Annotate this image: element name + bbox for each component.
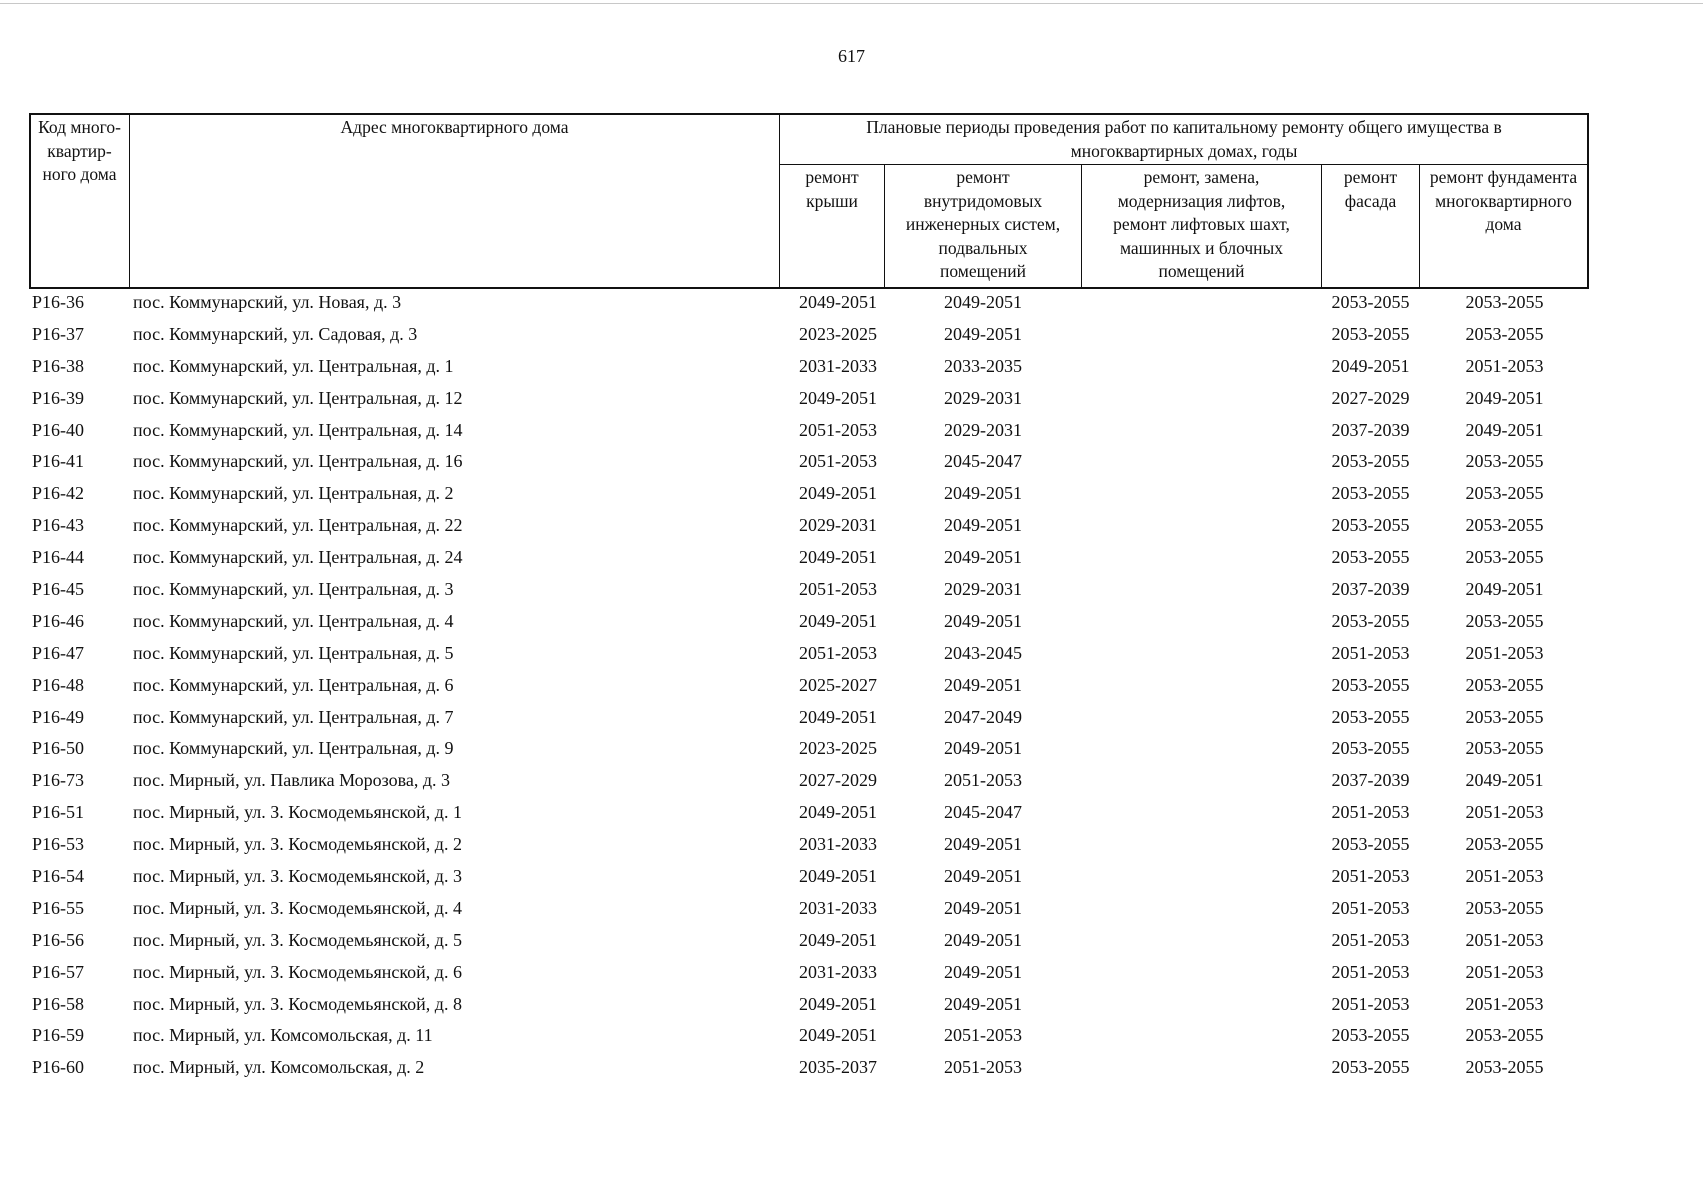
header-border-right	[1587, 113, 1589, 289]
row-systems-period: 2049-2051	[944, 515, 1022, 536]
row-systems-period: 2049-2051	[944, 897, 1022, 918]
row-roof-period: 2031-2033	[799, 355, 877, 376]
row-code: P16-73	[32, 770, 85, 791]
row-code: P16-53	[32, 834, 85, 855]
row-systems-period: 2051-2053	[944, 1057, 1022, 1078]
row-address: пос. Коммунарский, ул. Центральная, д. 4	[133, 610, 454, 631]
table-row	[29, 480, 1589, 512]
row-code: P16-55	[32, 897, 85, 918]
row-facade-period: 2051-2053	[1331, 929, 1410, 950]
row-roof-period: 2049-2051	[799, 929, 877, 950]
row-foundation-period: 2049-2051	[1465, 579, 1544, 600]
row-systems-period: 2045-2047	[944, 451, 1022, 472]
row-facade-period: 2051-2053	[1331, 993, 1410, 1014]
row-roof-period: 2051-2053	[799, 642, 877, 663]
table-row	[29, 799, 1589, 831]
row-roof-period: 2031-2033	[799, 897, 877, 918]
row-code: P16-54	[32, 866, 85, 887]
row-code: P16-37	[32, 323, 85, 344]
row-address: пос. Коммунарский, ул. Центральная, д. 2	[133, 483, 454, 504]
row-code: P16-43	[32, 515, 85, 536]
row-roof-period: 2049-2051	[799, 706, 877, 727]
row-address: пос. Коммунарский, ул. Центральная, д. 1	[133, 355, 454, 376]
header-roof: ремонт крыши	[805, 167, 859, 211]
table-row	[29, 544, 1589, 576]
row-code: P16-51	[32, 802, 85, 823]
row-address: пос. Коммунарский, ул. Центральная, д. 3	[133, 579, 454, 600]
row-facade-period: 2053-2055	[1331, 451, 1410, 472]
row-address: пос. Коммунарский, ул. Центральная, д. 16	[133, 451, 463, 472]
row-systems-period: 2049-2051	[944, 834, 1022, 855]
row-systems-period: 2049-2051	[944, 547, 1022, 568]
row-roof-period: 2029-2031	[799, 515, 877, 536]
row-address: пос. Коммунарский, ул. Центральная, д. 9	[133, 738, 454, 759]
row-systems-period: 2049-2051	[944, 674, 1022, 695]
table-row	[29, 863, 1589, 895]
header-address: Адрес многоквартирного дома	[340, 117, 569, 137]
row-address: пос. Мирный, ул. З. Космодемьянской, д. 6	[133, 961, 462, 982]
row-systems-period: 2049-2051	[944, 483, 1022, 504]
header-facade: ремонт фасада	[1343, 167, 1398, 211]
row-roof-period: 2031-2033	[799, 834, 877, 855]
row-facade-period: 2053-2055	[1331, 1025, 1410, 1046]
row-roof-period: 2051-2053	[799, 579, 877, 600]
row-systems-period: 2049-2051	[944, 292, 1022, 312]
row-roof-period: 2049-2051	[799, 802, 877, 823]
row-foundation-period: 2053-2055	[1465, 451, 1544, 472]
row-foundation-period: 2051-2053	[1465, 866, 1544, 887]
row-foundation-period: 2053-2055	[1465, 674, 1544, 695]
row-address: пос. Коммунарский, ул. Центральная, д. 5	[133, 642, 454, 663]
row-systems-period: 2049-2051	[944, 993, 1022, 1014]
row-code: P16-50	[32, 738, 85, 759]
row-systems-period: 2029-2031	[944, 387, 1022, 408]
row-roof-period: 2023-2025	[799, 738, 877, 759]
row-address: пос. Мирный, ул. З. Космодемьянской, д. 2	[133, 834, 462, 855]
table-row	[29, 640, 1589, 672]
row-facade-period: 2053-2055	[1331, 834, 1410, 855]
row-code: P16-59	[32, 1025, 85, 1046]
row-facade-period: 2049-2051	[1331, 355, 1410, 376]
row-facade-period: 2051-2053	[1331, 642, 1410, 663]
row-code: P16-42	[32, 483, 85, 504]
row-address: пос. Коммунарский, ул. Центральная, д. 22	[133, 515, 463, 536]
row-systems-period: 2045-2047	[944, 802, 1022, 823]
row-foundation-period: 2053-2055	[1465, 897, 1544, 918]
row-roof-period: 2049-2051	[799, 292, 877, 312]
row-foundation-period: 2053-2055	[1465, 1025, 1544, 1046]
table-row	[29, 831, 1589, 863]
row-roof-period: 2025-2027	[799, 674, 877, 695]
table-row	[29, 927, 1589, 959]
row-foundation-period: 2053-2055	[1465, 323, 1544, 344]
header-top-border	[29, 113, 1589, 115]
row-code: P16-47	[32, 642, 85, 663]
row-address: пос. Мирный, ул. З. Космодемьянской, д. 5	[133, 929, 462, 950]
row-systems-period: 2033-2035	[944, 355, 1022, 376]
row-roof-period: 2051-2053	[799, 419, 877, 440]
row-systems-period: 2049-2051	[944, 738, 1022, 759]
row-roof-period: 2049-2051	[799, 866, 877, 887]
row-facade-period: 2053-2055	[1331, 292, 1410, 312]
row-facade-period: 2051-2053	[1331, 802, 1410, 823]
row-address: пос. Коммунарский, ул. Центральная, д. 6	[133, 674, 454, 695]
row-code: P16-46	[32, 610, 85, 631]
table-row	[29, 991, 1589, 1023]
row-facade-period: 2053-2055	[1331, 515, 1410, 536]
row-facade-period: 2051-2053	[1331, 866, 1410, 887]
row-foundation-period: 2053-2055	[1465, 610, 1544, 631]
row-foundation-period: 2049-2051	[1465, 387, 1544, 408]
row-foundation-period: 2049-2051	[1465, 419, 1544, 440]
row-foundation-period: 2051-2053	[1465, 993, 1544, 1014]
row-address: пос. Мирный, ул. З. Космодемьянской, д. 1	[133, 802, 462, 823]
row-code: P16-48	[32, 674, 85, 695]
table-row	[29, 959, 1589, 991]
row-foundation-period: 2053-2055	[1465, 547, 1544, 568]
row-code: P16-44	[32, 547, 85, 568]
row-foundation-period: 2053-2055	[1465, 706, 1544, 727]
row-facade-period: 2053-2055	[1331, 610, 1410, 631]
table-row	[29, 289, 1589, 321]
row-roof-period: 2035-2037	[799, 1057, 877, 1078]
header-foundation: ремонт фундамента многоквартирного дома	[1429, 167, 1578, 234]
table-row	[29, 512, 1589, 544]
row-address: пос. Коммунарский, ул. Центральная, д. 7	[133, 706, 454, 727]
row-code: P16-57	[32, 961, 85, 982]
row-systems-period: 2049-2051	[944, 610, 1022, 631]
row-roof-period: 2049-2051	[799, 610, 877, 631]
row-roof-period: 2049-2051	[799, 547, 877, 568]
row-code: P16-45	[32, 579, 85, 600]
header-periods-group: Плановые периоды проведения работ по капитальному ремонту общего имущества в многоквартирных домах, годы	[866, 117, 1502, 161]
row-facade-period: 2027-2029	[1331, 387, 1410, 408]
table-row	[29, 672, 1589, 704]
row-systems-period: 2029-2031	[944, 419, 1022, 440]
row-code: P16-49	[32, 706, 85, 727]
row-foundation-period: 2051-2053	[1465, 642, 1544, 663]
row-facade-period: 2053-2055	[1331, 1057, 1410, 1078]
row-foundation-period: 2049-2051	[1465, 770, 1544, 791]
table-row	[29, 608, 1589, 640]
row-systems-period: 2049-2051	[944, 323, 1022, 344]
row-code: P16-39	[32, 387, 85, 408]
row-address: пос. Коммунарский, ул. Центральная, д. 24	[133, 547, 463, 568]
row-systems-period: 2049-2051	[944, 961, 1022, 982]
table-row	[29, 704, 1589, 736]
table-row	[29, 353, 1589, 385]
row-address: пос. Коммунарский, ул. Центральная, д. 12	[133, 387, 463, 408]
row-foundation-period: 2051-2053	[1465, 802, 1544, 823]
row-systems-period: 2049-2051	[944, 866, 1022, 887]
row-address: пос. Коммунарский, ул. Садовая, д. 3	[133, 323, 418, 344]
header-code: Код много- квартир- ного дома	[38, 117, 121, 184]
row-address: пос. Мирный, ул. З. Космодемьянской, д. 4	[133, 897, 462, 918]
row-facade-period: 2053-2055	[1331, 323, 1410, 344]
row-facade-period: 2051-2053	[1331, 961, 1410, 982]
scan-edge-line	[0, 3, 1703, 4]
row-address: пос. Мирный, ул. З. Космодемьянской, д. 8	[133, 993, 462, 1014]
row-roof-period: 2051-2053	[799, 451, 877, 472]
row-foundation-period: 2053-2055	[1465, 483, 1544, 504]
table-header	[29, 113, 1589, 289]
row-foundation-period: 2051-2053	[1465, 929, 1544, 950]
row-address: пос. Коммунарский, ул. Новая, д. 3	[133, 292, 402, 312]
row-facade-period: 2053-2055	[1331, 738, 1410, 759]
row-address: пос. Мирный, ул. Комсомольская, д. 2	[133, 1057, 425, 1078]
table-row	[29, 767, 1589, 799]
row-facade-period: 2053-2055	[1331, 706, 1410, 727]
header-lifts: ремонт, замена, модернизация лифтов, ремонт лифтовых шахт, машинных и блочных помещений	[1113, 167, 1290, 281]
row-address: пос. Мирный, ул. Комсомольская, д. 11	[133, 1025, 433, 1046]
row-foundation-period: 2053-2055	[1465, 1057, 1544, 1078]
row-facade-period: 2037-2039	[1331, 770, 1410, 791]
row-address: пос. Мирный, ул. З. Космодемьянской, д. 3	[133, 866, 462, 887]
row-systems-period: 2029-2031	[944, 579, 1022, 600]
table-row	[29, 1022, 1589, 1054]
row-facade-period: 2053-2055	[1331, 547, 1410, 568]
table-row	[29, 385, 1589, 417]
row-roof-period: 2049-2051	[799, 1025, 877, 1046]
row-systems-period: 2051-2053	[944, 770, 1022, 791]
page-number: 617	[838, 46, 865, 66]
row-roof-period: 2031-2033	[799, 961, 877, 982]
table-row	[29, 576, 1589, 608]
table-row	[29, 448, 1589, 480]
row-foundation-period: 2053-2055	[1465, 515, 1544, 536]
row-systems-period: 2049-2051	[944, 929, 1022, 950]
row-roof-period: 2049-2051	[799, 483, 877, 504]
row-facade-period: 2053-2055	[1331, 483, 1410, 504]
row-foundation-period: 2051-2053	[1465, 355, 1544, 376]
row-code: P16-41	[32, 451, 85, 472]
row-foundation-period: 2053-2055	[1465, 292, 1544, 312]
header-group-divider	[779, 164, 1589, 165]
table-body	[29, 289, 1589, 1086]
row-roof-period: 2027-2029	[799, 770, 877, 791]
row-systems-period: 2043-2045	[944, 642, 1022, 663]
row-address: пос. Мирный, ул. Павлика Морозова, д. 3	[133, 770, 451, 791]
row-roof-period: 2049-2051	[799, 387, 877, 408]
header-systems: ремонт внутридомовых инженерных систем, подвальных помещений	[905, 167, 1061, 281]
table-row	[29, 1054, 1589, 1086]
row-systems-period: 2047-2049	[944, 706, 1022, 727]
row-code: P16-36	[32, 292, 85, 312]
table-row	[29, 321, 1589, 353]
row-roof-period: 2023-2025	[799, 323, 877, 344]
row-systems-period: 2051-2053	[944, 1025, 1022, 1046]
row-facade-period: 2037-2039	[1331, 419, 1410, 440]
row-code: P16-60	[32, 1057, 85, 1078]
table-row	[29, 735, 1589, 767]
table-row	[29, 895, 1589, 927]
row-facade-period: 2037-2039	[1331, 579, 1410, 600]
row-facade-period: 2053-2055	[1331, 674, 1410, 695]
row-code: P16-38	[32, 355, 85, 376]
table-row	[29, 417, 1589, 449]
row-foundation-period: 2053-2055	[1465, 834, 1544, 855]
row-foundation-period: 2053-2055	[1465, 738, 1544, 759]
row-code: P16-58	[32, 993, 85, 1014]
row-code: P16-56	[32, 929, 85, 950]
row-address: пос. Коммунарский, ул. Центральная, д. 14	[133, 419, 463, 440]
row-roof-period: 2049-2051	[799, 993, 877, 1014]
row-facade-period: 2051-2053	[1331, 897, 1410, 918]
row-foundation-period: 2051-2053	[1465, 961, 1544, 982]
row-code: P16-40	[32, 419, 85, 440]
